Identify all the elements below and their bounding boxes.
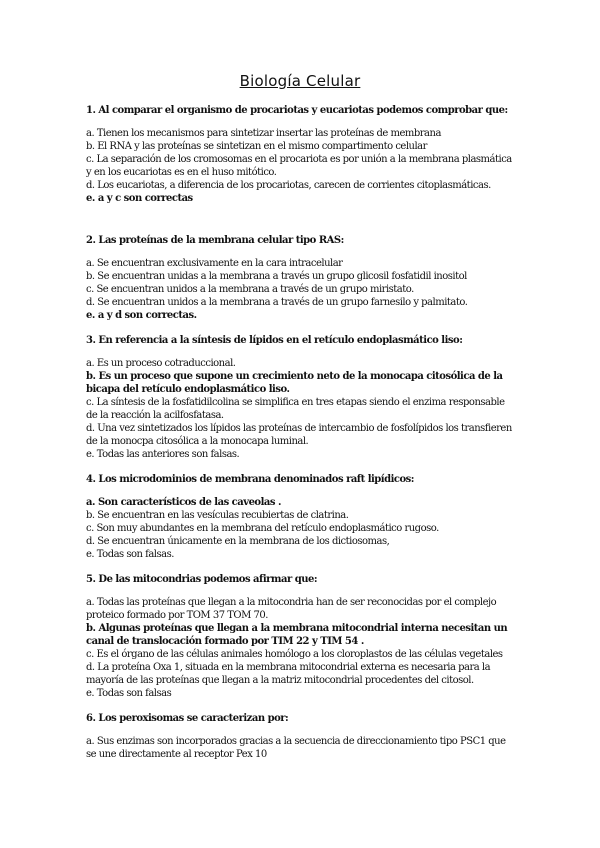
option-d: d. La proteína Oxa 1, situada en la membrana mitocondrial externa es necesaria para la mayoría de las proteínas que llegan a la matriz mitocondrial procedentes del citosol. xyxy=(86,662,491,686)
question-heading: 2. Las proteínas de la membrana celular tipo RAS: xyxy=(86,235,344,246)
option-a: a. Se encuentran exclusivamente en la cara intracelular xyxy=(86,258,343,269)
question-2 xyxy=(86,234,516,322)
document-title: Biología Celular xyxy=(239,72,361,90)
question-4 xyxy=(86,473,516,561)
option-e: e. Todas son falsas. xyxy=(86,549,174,560)
option-d: d. Se encuentran unidos a la membrana a través de un grupo farnesilo y palmitato. xyxy=(86,297,468,308)
option-c: c. Se encuentran unidos a la membrana a través de un grupo miristato. xyxy=(86,284,414,295)
option-b: b. Se encuentran en las vesículas recubiertas de clatrina. xyxy=(86,510,349,521)
option-c: c. La síntesis de la fosfatidilcolina se simplifica en tres etapas siendo el enzima responsable de la reacción la acilfosfatasa. xyxy=(86,397,505,421)
option-d: d. Los eucariotas, a diferencia de los procariotas, carecen de corrientes citoplasmáticas. xyxy=(86,180,491,191)
option-c: c. La separación de los cromosomas en el procariota es por unión a la membrana plasmática y en los eucariotas es en el huso mitótico. xyxy=(86,154,512,178)
option-e: e. Todas son falsas xyxy=(86,688,172,699)
option-a: a. Todas las proteínas que llegan a la mitocondria han de ser reconocidas por el complejo proteico formado por TOM 37 TOM 70. xyxy=(86,597,497,621)
option-a: a. Tienen los mecanismos para sintetizar insertar las proteínas de membrana xyxy=(86,128,441,139)
option-b-correct: b. Es un proceso que supone un crecimiento neto de la monocapa citosólica de la bicapa del retículo endoplasmático liso. xyxy=(86,371,503,395)
option-e: e. Todas las anteriores son falsas. xyxy=(86,449,240,460)
question-6 xyxy=(86,712,516,761)
option-e-correct: e. a y d son correctas. xyxy=(86,310,197,321)
question-list xyxy=(86,104,516,761)
question-heading: 4. Los microdominios de membrana denominados raft lipídicos: xyxy=(86,474,414,485)
option-b: b. Se encuentran unidas a la membrana a través un grupo glicosil fosfatidil inositol xyxy=(86,271,467,282)
option-d: d. Una vez sintetizados los lípidos las proteínas de intercambio de fosfolípidos los transfieren de la monocpa citosólica a la monocapa luminal. xyxy=(86,423,512,447)
question-heading: 5. De las mitocondrias podemos afirmar que: xyxy=(86,574,318,585)
option-b: b. El RNA y las proteínas se sintetizan en el mismo compartimento celular xyxy=(86,141,427,152)
question-1 xyxy=(86,104,516,205)
option-a-correct: a. Son característicos de las caveolas . xyxy=(86,497,281,508)
option-c: c. Es el órgano de las células animales homólogo a los cloroplastos de las células vegetales xyxy=(86,649,503,660)
question-heading: 1. Al comparar el organismo de procariotas y eucariotas podemos comprobar que: xyxy=(86,105,508,116)
option-d: d. Se encuentran únicamente en la membrana de los dictiosomas, xyxy=(86,536,390,547)
option-e-correct: e. a y c son correctas xyxy=(86,193,193,204)
question-heading: 3. En referencia a la síntesis de lípidos en el retículo endoplasmático liso: xyxy=(86,335,463,346)
option-a: a. Es un proceso cotraduccional. xyxy=(86,358,236,369)
question-5 xyxy=(86,573,516,700)
option-b-correct: b. Algunas proteínas que llegan a la membrana mitocondrial interna necesitan un canal de translocación formado por TIM 22 y TIM 54 . xyxy=(86,623,508,647)
option-a: a. Sus enzimas son incorporados gracias a la secuencia de direccionamiento tipo PSC1 que se une directamente al receptor Pex 10 xyxy=(86,736,506,760)
question-heading: 6. Los peroxisomas se caracterizan por: xyxy=(86,713,289,724)
option-c: c. Son muy abundantes en la membrana del retículo endoplasmático rugoso. xyxy=(86,523,439,534)
question-3 xyxy=(86,334,516,461)
